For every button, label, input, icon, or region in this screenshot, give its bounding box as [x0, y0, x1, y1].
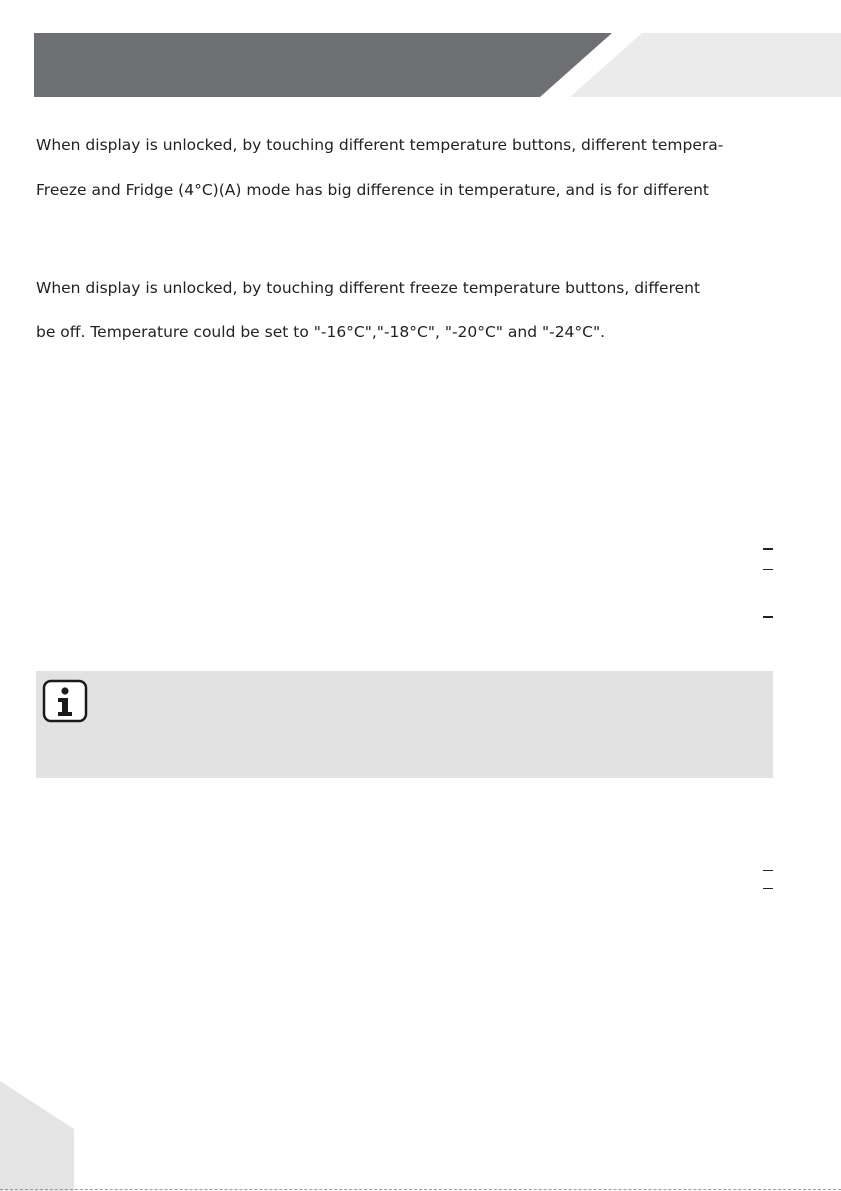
dash-mark: [763, 569, 773, 570]
dash-mark: [763, 548, 773, 550]
header-banner: [0, 0, 841, 100]
header-bar: [34, 33, 612, 97]
dash-mark: [763, 888, 773, 889]
dash-mark: [763, 870, 773, 871]
header-tab: [570, 33, 841, 97]
corner-decoration: [0, 1081, 80, 1191]
info-note-box: [36, 671, 773, 778]
paragraph-freeze-temperature-buttons: When display is unlocked, by touching different freeze temperature buttons, different: [36, 279, 701, 297]
dash-mark: [763, 616, 773, 618]
bottom-rule: [0, 1189, 841, 1190]
info-icon: [42, 679, 88, 725]
paragraph-freeze-fridge-mode: Freeze and Fridge (4°C)(A) mode has big difference in temperature, and is for different: [36, 181, 710, 199]
paragraph-temperature-settings: be off. Temperature could be set to "-16°C","-18°C", "-20°C" and "-24°C".: [36, 323, 606, 341]
paragraph-temperature-buttons: When display is unlocked, by touching different temperature buttons, different tempera-: [36, 136, 724, 154]
